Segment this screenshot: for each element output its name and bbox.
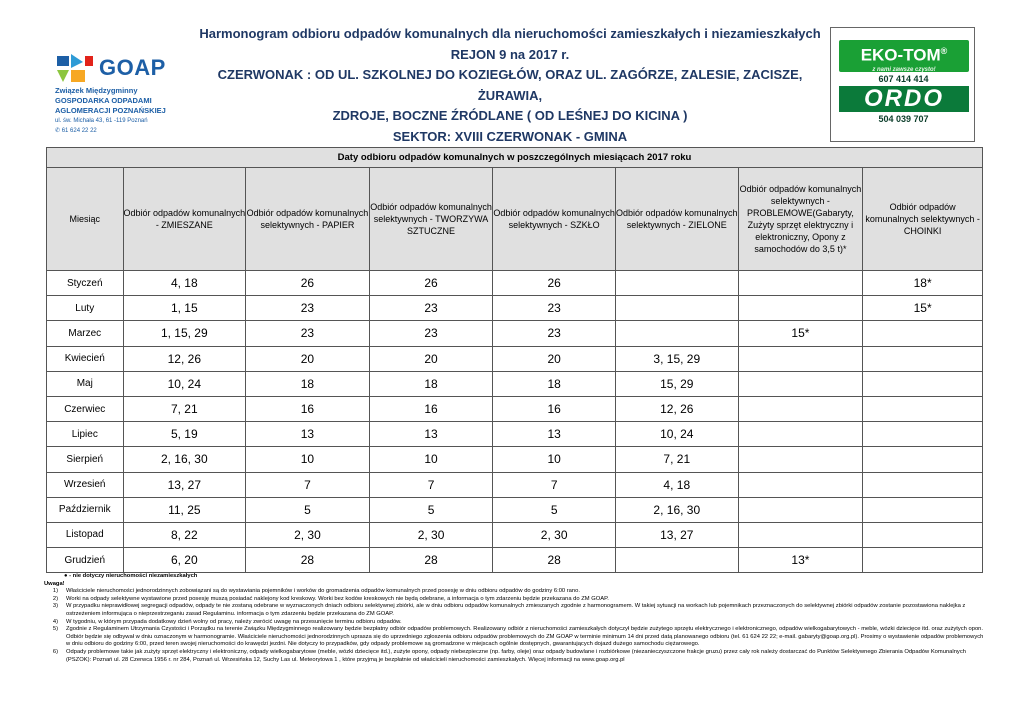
note-item (44, 603, 984, 618)
date-cell: 11, 25 (123, 497, 246, 522)
date-cell (615, 271, 738, 296)
table-row (47, 396, 983, 421)
date-cell (738, 396, 863, 421)
date-cell: 23 (493, 296, 616, 321)
date-cell: 15, 29 (615, 371, 738, 396)
goap-line-1: Związek Międzygminny (55, 86, 138, 95)
col-header-glass: Odbiór odpadów komunalnych selektywnych - SZKŁO (493, 168, 616, 271)
date-cell: 2, 30 (246, 522, 370, 547)
date-cell: 23 (246, 296, 370, 321)
note-item (44, 619, 984, 627)
date-cell: 2, 16, 30 (123, 447, 246, 472)
date-cell: 23 (369, 296, 493, 321)
date-cell: 7 (369, 472, 493, 497)
table-row (47, 472, 983, 497)
date-cell: 13, 27 (123, 472, 246, 497)
date-cell: 7 (493, 472, 616, 497)
date-cell: 7 (246, 472, 370, 497)
note-text: Właściciele nieruchomości jednorodzinnych zobowiązani są do wystawiania pojemników i worków do gromadzenia odpadów komunalnych przed posesję w dniu odbioru odpadów do godziny 6:00 rano. (66, 588, 580, 595)
date-cell: 5 (493, 497, 616, 522)
date-cell: 3, 15, 29 (615, 346, 738, 371)
date-cell: 2, 16, 30 (615, 497, 738, 522)
note-item (44, 588, 984, 596)
goap-line-3: AGLOMERACJI POZNAŃSKIEJ (55, 106, 166, 115)
date-cell: 13 (493, 422, 616, 447)
date-cell (738, 422, 863, 447)
date-cell (615, 321, 738, 346)
month-cell: Luty (47, 296, 124, 321)
document-header (195, 24, 825, 147)
col-header-mixed: Odbiór odpadów komunalnych - ZMIESZANE (123, 168, 246, 271)
table-row (47, 296, 983, 321)
date-cell: 7, 21 (123, 396, 246, 421)
date-cell: 5 (246, 497, 370, 522)
date-cell: 5, 19 (123, 422, 246, 447)
month-cell: Sierpień (47, 447, 124, 472)
date-cell: 18* (863, 271, 983, 296)
note-text: Worki na odpady selektywne wystawione przed posesję muszą posiadać naklejony kod kreskowy. Worki bez kodów kreskowych nie będą odebrane, a informacja o tym zdarzeniu będzie przekazana do ZM GOAP. (66, 595, 609, 602)
table-row (47, 346, 983, 371)
month-cell: Czerwiec (47, 396, 124, 421)
date-cell: 16 (369, 396, 493, 421)
month-cell: Kwiecień (47, 346, 124, 371)
date-cell (863, 497, 983, 522)
note-number: 6) (52, 648, 58, 655)
date-cell: 4, 18 (615, 472, 738, 497)
date-cell (863, 346, 983, 371)
note-number: 4) (52, 618, 58, 625)
date-cell (738, 472, 863, 497)
notes-bullet: ● - nie dotyczy nieruchomości niezamieszkałych (64, 573, 198, 579)
goap-line-2: GOSPODARKA ODPADAMI (55, 96, 152, 105)
date-cell: 4, 18 (123, 271, 246, 296)
date-cell (863, 422, 983, 447)
note-item (44, 649, 984, 664)
goap-org-name (55, 86, 185, 116)
date-cell: 20 (493, 346, 616, 371)
date-cell: 23 (493, 321, 616, 346)
header-line-3: CZERWONAK : OD UL. SZKOLNEJ DO KOZIEGŁÓW, ORAZ UL. ZAGÓRZE, ZALESIE, ZACISZE, ŻURAWIA, (217, 67, 803, 103)
date-cell: 1, 15, 29 (123, 321, 246, 346)
table-row (47, 422, 983, 447)
goap-emblem-icon (55, 52, 95, 84)
date-cell: 12, 26 (615, 396, 738, 421)
date-cell: 23 (369, 321, 493, 346)
date-cell (738, 296, 863, 321)
note-number: 5) (52, 626, 58, 633)
date-cell: 23 (246, 321, 370, 346)
date-cell (863, 371, 983, 396)
schedule-table (46, 147, 983, 573)
col-header-month: Miesiąc (47, 168, 124, 271)
date-cell: 16 (493, 396, 616, 421)
date-cell: 10, 24 (123, 371, 246, 396)
goap-mark (55, 52, 185, 84)
date-cell: 28 (369, 548, 493, 573)
date-cell: 26 (369, 271, 493, 296)
date-cell: 26 (493, 271, 616, 296)
date-cell: 6, 20 (123, 548, 246, 573)
date-cell (738, 271, 863, 296)
date-cell: 15* (863, 296, 983, 321)
eko-tom-reg: ® (940, 46, 948, 56)
date-cell (863, 396, 983, 421)
date-cell (863, 472, 983, 497)
header-line-4: ZDROJE, BOCZNE ŹRÓDLANE ( OD LEŚNEJ DO KICINA ) (332, 108, 688, 123)
date-cell: 26 (246, 271, 370, 296)
date-cell: 12, 26 (123, 346, 246, 371)
eko-tom-badge (839, 40, 969, 72)
date-cell (615, 296, 738, 321)
date-cell (863, 522, 983, 547)
month-cell: Marzec (47, 321, 124, 346)
note-text: Zgodnie z Regulaminem Utrzymania Czystości i Porządku na terenie Związku Międzygminnego realizowany będzie bezpłatny odbiór odpadów problemowych. Realizowany odbiór z nieruchomości zamieszkałych dotyczył będzie zużytego sprzętu elektrycznego i elektronicznego, odpadów wielkogabarytowych - meble, wózki dziecięce itd. oraz zużytych opon. Odbiór będzie się odbywał w dniu oznaczonym w harmonogramie. Właściciele nieruchomości jednorodzinnych uprasza się do uprzedniego zgłoszenia odbioru odpadów problemowych do ZM GOAP w terminie minimum 14 dni przed datą planowanego odbioru (tel. 61 624 22 22; e-mail. gabaryty@goap.org.pl). Prosimy o wystawienie odpadów problemowych w dniu odbioru do godziny 6:00, przed teren swojej nieruchomości do krawędzi jezdni. Nie dotyczy to przypadków, gdy odpady problemowe są gromadzone w miejscach ogólnie dostępnych, gwarantujących dojazd dużego samochodu ciężarowego. (66, 626, 984, 648)
date-cell: 5 (369, 497, 493, 522)
table-header-row (47, 168, 983, 271)
eko-tom-name: EKO-TOM (860, 45, 941, 65)
col-header-plastics: Odbiór odpadów komunalnych selektywnych - TWORZYWA SZTUCZNE (369, 168, 493, 271)
date-cell (863, 321, 983, 346)
notes-list (44, 588, 984, 664)
date-cell (863, 548, 983, 573)
date-cell: 10 (369, 447, 493, 472)
date-cell: 28 (493, 548, 616, 573)
date-cell: 16 (246, 396, 370, 421)
eko-tom-ordo-logo (830, 27, 975, 142)
date-cell: 18 (493, 371, 616, 396)
date-cell: 28 (246, 548, 370, 573)
notes-warning-title: Uwaga! (44, 580, 65, 587)
date-cell (863, 447, 983, 472)
date-cell (738, 371, 863, 396)
goap-brand: GOAP (99, 55, 166, 80)
note-number: 2) (52, 595, 58, 602)
goap-phone: ✆ 61 624 22 22 (55, 128, 97, 134)
note-item (44, 626, 984, 649)
table-row (47, 447, 983, 472)
date-cell: 18 (246, 371, 370, 396)
date-cell: 2, 30 (493, 522, 616, 547)
col-header-trees: Odbiór odpadów komunalnych selektywnych - CHOINKI (863, 168, 983, 271)
note-number: 1) (52, 588, 58, 595)
date-cell (615, 548, 738, 573)
date-cell: 10 (246, 447, 370, 472)
date-cell: 13 (369, 422, 493, 447)
goap-address: ul. św. Michała 43, 61 -119 Poznań (55, 118, 148, 124)
table-row (47, 497, 983, 522)
note-number: 3) (52, 603, 58, 610)
date-cell: 18 (369, 371, 493, 396)
date-cell (738, 346, 863, 371)
date-cell: 13* (738, 548, 863, 573)
note-text: Odpady problemowe takie jak zużyty sprzęt elektryczny i elektroniczny, odpady wielkogabarytowe (meble, wózki dziecięce itd.), zużyte opony, odpady niebezpieczne (np. farby, oleje) oraz odpady budowlane i rozbiórkowe (niezanieczyszczone frakcje gruzu) przez cały rok należy dostarczać do Punktów Selektywnego Zbierania Odpadów Komunalnych (PSZOK): Poznań ul. 28 Czerwca 1956 r. nr 284, Poznań ul. Wrzesińska 12, Suchy Las ul. Meteorytowa 1 , które przyjmą je bezpłatnie od właścicieli nieruchomości zamieszkałych. Więcej informacji na www.goap.org.pl (66, 648, 966, 663)
date-cell: 20 (369, 346, 493, 371)
table-row (47, 548, 983, 573)
month-cell: Grudzień (47, 548, 124, 573)
note-text: W tygodniu, w którym przypada dodatkowy dzień wolny od pracy, należy zwrócić uwagę na przesunięcie terminu odbioru odpadów. (66, 618, 402, 625)
date-cell (738, 497, 863, 522)
header-line-1: Harmonogram odbioru odpadów komunalnych dla nieruchomości zamieszkałych i niezamieszkałych (199, 26, 821, 41)
table-row (47, 271, 983, 296)
table-row (47, 522, 983, 547)
col-header-problem: Odbiór odpadów komunalnych selektywnych - PROBLEMOWE(Gabaryty, Zużyty sprzęt elektryczny i elektroniczny, Opony z samochodów do 3,5 t)* (738, 168, 863, 271)
notes-bullet-text: - nie dotyczy nieruchomości niezamieszkałych (69, 573, 198, 579)
date-cell: 7, 21 (615, 447, 738, 472)
eko-tom-tagline: z nami zawsze czysto! (872, 66, 936, 73)
eko-tom-phone: 607 414 414 (878, 74, 929, 84)
date-cell: 13 (246, 422, 370, 447)
col-header-green: Odbiór odpadów komunalnych selektywnych - ZIELONE (615, 168, 738, 271)
header-line-2: REJON 9 na 2017 r. (450, 46, 570, 62)
date-cell: 15* (738, 321, 863, 346)
note-item (44, 596, 984, 604)
date-cell: 10, 24 (615, 422, 738, 447)
date-cell (738, 522, 863, 547)
notes-section (44, 573, 984, 664)
note-text: W przypadku nieprawidłowej segregacji odpadów, odpady te nie zostaną odebrane w wyznaczonych dniach odbioru selektywnej zbiórki, ale w dniu odbioru odpadów komunalnych zmieszanych zgodnie z harmonogramem. W takiej sytuacji na workach lub pojemnikach przeznaczonych do selektywnej zbiórki odpadów zostanie pozostawiona naklejka z ostrzeżeniem informująca o nieprzestrzeganiu zasad Regulaminu. informacja o tym zdarzeniu będzie przekazana do ZM GOAP. (66, 603, 966, 617)
goap-phone-number: 61 624 22 22 (61, 128, 97, 134)
table-title: Daty odbioru odpadów komunalnych w poszczególnych miesiącach 2017 roku (47, 148, 983, 168)
month-cell: Listopad (47, 522, 124, 547)
date-cell: 20 (246, 346, 370, 371)
col-header-paper: Odbiór odpadów komunalnych selektywnych - PAPIER (246, 168, 370, 271)
goap-logo (55, 52, 185, 144)
date-cell: 13, 27 (615, 522, 738, 547)
month-cell: Styczeń (47, 271, 124, 296)
date-cell: 2, 30 (369, 522, 493, 547)
table-row (47, 321, 983, 346)
month-cell: Wrzesień (47, 472, 124, 497)
date-cell: 1, 15 (123, 296, 246, 321)
month-cell: Maj (47, 371, 124, 396)
table-row (47, 371, 983, 396)
ordo-badge: ORDO (839, 86, 969, 112)
month-cell: Październik (47, 497, 124, 522)
month-cell: Lipiec (47, 422, 124, 447)
header-line-5: SEKTOR: XVIII CZERWONAK - GMINA (392, 128, 628, 144)
date-cell: 8, 22 (123, 522, 246, 547)
table-body (47, 271, 983, 573)
date-cell (738, 447, 863, 472)
ordo-phone: 504 039 707 (878, 114, 929, 124)
date-cell: 10 (493, 447, 616, 472)
